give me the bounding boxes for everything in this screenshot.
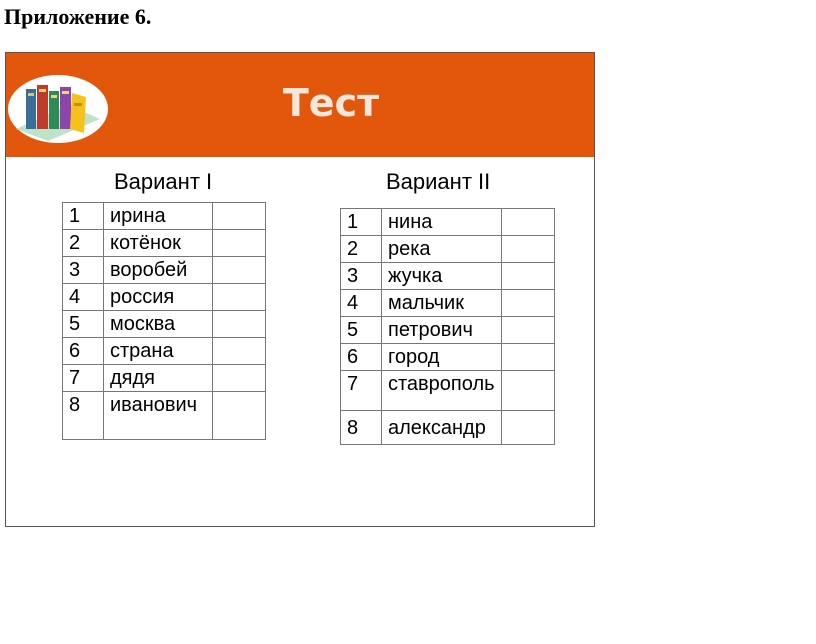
row-number: 1 [63, 203, 104, 230]
answer-cell [213, 257, 266, 284]
row-word: страна [104, 338, 213, 365]
answer-cell [213, 338, 266, 365]
answer-cell [213, 311, 266, 338]
row-word: ставрополь [382, 371, 502, 411]
row-number: 8 [341, 411, 382, 445]
table-row [341, 371, 555, 411]
answer-cell [213, 392, 266, 440]
table-row [63, 257, 266, 284]
page-caption: Приложение 6. [4, 4, 152, 29]
table-row [341, 209, 555, 236]
row-word: река [382, 236, 502, 263]
table-row [341, 290, 555, 317]
row-number: 6 [341, 344, 382, 371]
slide [5, 52, 595, 527]
row-word: дядя [104, 365, 213, 392]
row-word: нина [382, 209, 502, 236]
variant-2-title: Вариант II [386, 169, 491, 194]
row-word: город [382, 344, 502, 371]
row-number: 5 [63, 311, 104, 338]
row-number: 1 [341, 209, 382, 236]
row-word: александр [382, 411, 502, 445]
table-row [63, 311, 266, 338]
answer-cell [501, 290, 554, 317]
table-row [341, 317, 555, 344]
row-word: россия [104, 284, 213, 311]
answer-cell [501, 344, 554, 371]
table-row [341, 411, 555, 445]
row-number: 5 [341, 317, 382, 344]
row-word: мальчик [382, 290, 502, 317]
table-row [341, 344, 555, 371]
row-word: петрович [382, 317, 502, 344]
answer-cell [501, 317, 554, 344]
row-number: 4 [63, 284, 104, 311]
row-number: 2 [341, 236, 382, 263]
variant-1-title: Вариант I [114, 169, 213, 194]
answer-cell [213, 365, 266, 392]
row-word: жучка [382, 263, 502, 290]
answer-cell [501, 371, 554, 411]
row-number: 3 [63, 257, 104, 284]
answer-cell [501, 236, 554, 263]
title-banner [6, 53, 594, 157]
table-row [341, 263, 555, 290]
table-row [63, 284, 266, 311]
row-word: москва [104, 311, 213, 338]
variant-1-table [62, 202, 266, 440]
row-number: 8 [63, 392, 104, 440]
row-number: 6 [63, 338, 104, 365]
row-number: 4 [341, 290, 382, 317]
answer-cell [501, 209, 554, 236]
table-row [63, 365, 266, 392]
answer-cell [213, 284, 266, 311]
table-row [63, 392, 266, 440]
table-row [341, 236, 555, 263]
table-row [63, 203, 266, 230]
row-number: 2 [63, 230, 104, 257]
row-number: 7 [341, 371, 382, 411]
answer-cell [501, 411, 554, 445]
answer-cell [213, 203, 266, 230]
row-word: иванович [104, 392, 213, 440]
variant-2-table [340, 208, 555, 445]
row-number: 3 [341, 263, 382, 290]
table-row [63, 230, 266, 257]
row-word: котёнок [104, 230, 213, 257]
row-word: воробей [104, 257, 213, 284]
table-row [63, 338, 266, 365]
row-word: ирина [104, 203, 213, 230]
answer-cell [501, 263, 554, 290]
row-number: 7 [63, 365, 104, 392]
answer-cell [213, 230, 266, 257]
slide-title: Тест [282, 81, 380, 125]
